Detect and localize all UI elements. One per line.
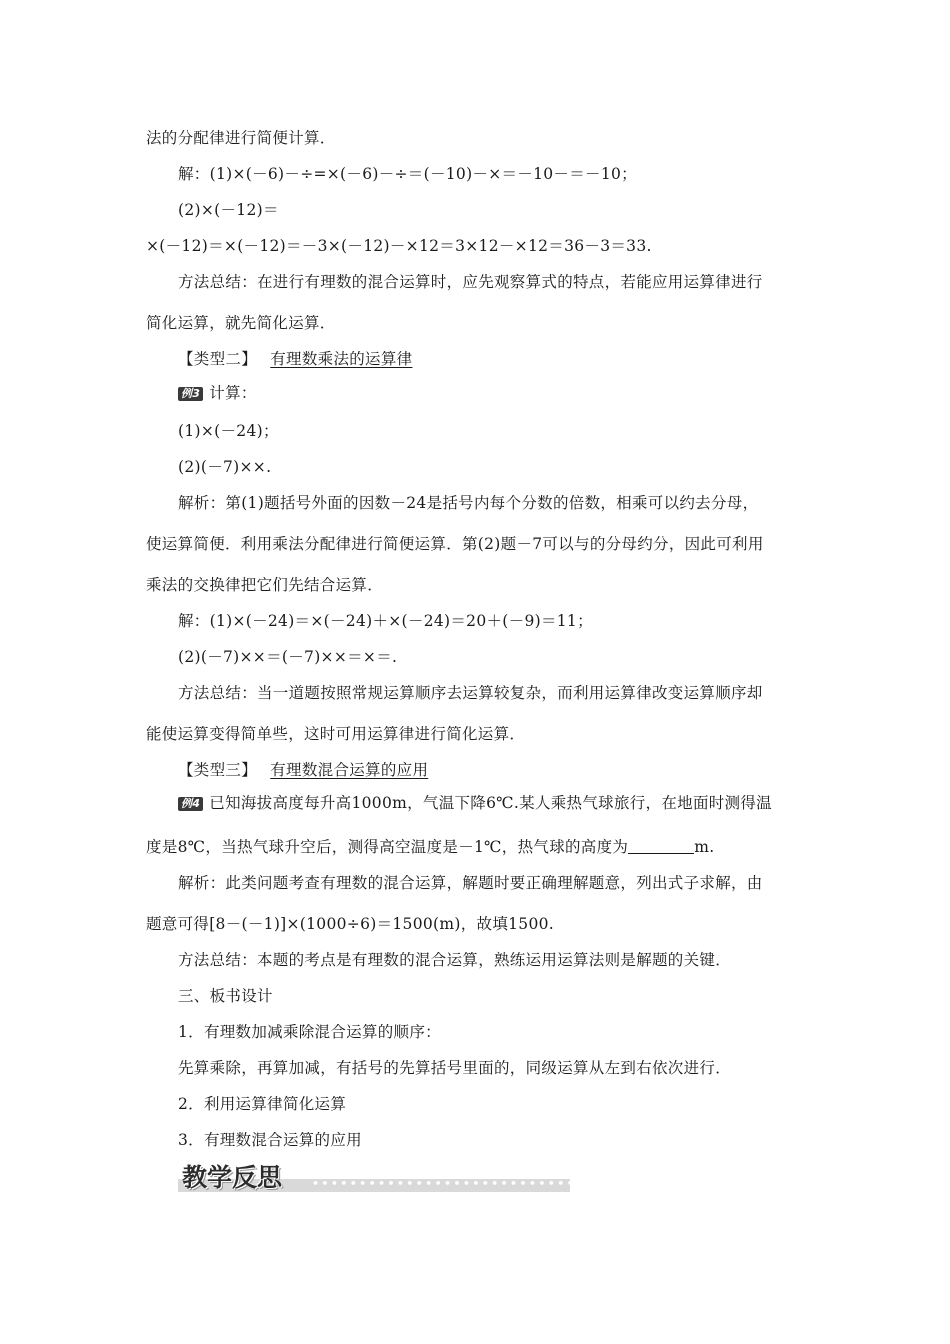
- example-text: 已知海拔高度每升高1000m，气温下降6℃.某人乘热气球旅行，在地面时测得温: [209, 794, 772, 812]
- section-heading: [178, 349, 412, 369]
- section-tag: 【类型三】: [178, 761, 258, 779]
- solution-line: 解：(1)×(－24)＝×(－24)＋×(－24)＝20＋(－9)＝11；: [178, 612, 593, 630]
- example-heading: [178, 383, 257, 403]
- outline-item: 3．有理数混合运算的应用: [178, 1131, 362, 1149]
- problem-line: (1)×(－24)；: [178, 422, 279, 440]
- solution-line: 解：(1)×(－6)－÷=×(－6)－÷＝(－10)－×＝－10－＝－10；: [178, 165, 637, 183]
- banner-dots: ••••••••••••••••••••••••••••••••••••••••: [312, 1177, 690, 1190]
- problem-text: 度是8℃，当热气球升空后，测得高空温度是－1℃，热气球的高度为: [146, 838, 629, 856]
- section-title: 有理数混合运算的应用: [270, 761, 429, 779]
- problem-line: (2)(－7)××.: [178, 458, 272, 476]
- example-heading: [178, 793, 772, 813]
- analysis-line: 使运算简便．利用乘法分配律进行简便运算．第(2)题－7可以与的分母约分，因此可利用: [146, 535, 764, 553]
- banner-title: 教学反思: [182, 1163, 283, 1192]
- method-summary: 能使运算变得简单些，这时可用运算律进行简化运算．: [146, 725, 526, 743]
- analysis-line: 题意可得[8－(－1)]×(1000÷6)＝1500(m)，故填1500.: [146, 915, 555, 933]
- text-line: 法的分配律进行简便计算．: [146, 129, 336, 147]
- example-badge: 例4: [178, 797, 203, 811]
- answer-blank: [628, 839, 694, 854]
- section-tag: 【类型二】: [178, 350, 258, 368]
- example-badge: 例3: [178, 387, 203, 401]
- method-summary: 方法总结：在进行有理数的混合运算时，应先观察算式的特点，若能应用运算律进行: [178, 273, 763, 291]
- method-summary: 简化运算，就先简化运算．: [146, 314, 336, 332]
- example-text: 计算：: [209, 384, 257, 402]
- section-heading: [178, 760, 428, 780]
- section-title: 有理数乘法的运算律: [270, 350, 413, 368]
- outline-item: 1．有理数加减乘除混合运算的顺序：: [178, 1023, 441, 1041]
- solution-line: ×(－12)＝×(－12)＝－3×(－12)－×12＝3×12－×12＝36－3＝33.: [146, 237, 652, 255]
- outline-item: 先算乘除，再算加减，有括号的先算括号里面的，同级运算从左到右依次进行．: [178, 1059, 732, 1077]
- analysis-line: 乘法的交换律把它们先结合运算．: [146, 576, 384, 594]
- problem-line: [146, 837, 714, 857]
- outline-item: 2．利用运算律简化运算: [178, 1095, 347, 1113]
- teaching-reflection-banner: [178, 1158, 690, 1194]
- analysis-line: 解析：此类问题考查有理数的混合运算，解题时要正确理解题意，列出式子求解，由: [178, 874, 763, 892]
- method-summary: 方法总结：本题的考点是有理数的混合运算，熟练运用运算法则是解题的关键．: [178, 951, 732, 969]
- solution-line: (2)×(－12)＝: [178, 201, 279, 219]
- section-heading: 三、板书设计: [178, 987, 273, 1005]
- analysis-line: 解析：第(1)题括号外面的因数－24是括号内每个分数的倍数，相乘可以约去分母，: [178, 494, 759, 512]
- problem-unit: m.: [694, 838, 715, 856]
- solution-line: (2)(－7)××＝(－7)××＝×＝.: [178, 648, 398, 666]
- method-summary: 方法总结：当一道题按照常规运算顺序去运算较复杂，而利用运算律改变运算顺序却: [178, 684, 763, 702]
